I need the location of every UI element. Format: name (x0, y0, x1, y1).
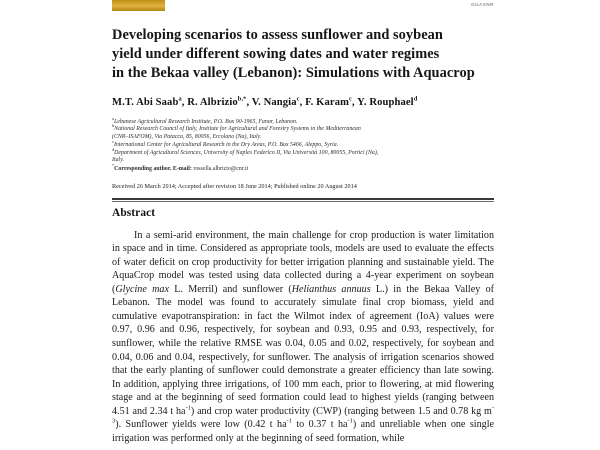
abstract-text-run: ) and unreliable when one single irrigation was performed only at the beginning of seed formation, while (112, 419, 495, 444)
masthead (112, 0, 494, 20)
abstract-text-run: ). Sunflower yields were low (0.42 t ha (115, 419, 287, 431)
abstract-divider (112, 198, 494, 202)
affiliation-text: International Center for Agricultural Research in the Dry Areas, P.O. Box 5466, Aleppo, Syria. (113, 141, 339, 148)
affiliation-marker: c (112, 138, 114, 144)
author-name: M.T. Abi Saab (112, 96, 179, 108)
author-affiliation-marker: b,* (237, 95, 247, 103)
author-separator: , (181, 96, 188, 108)
abstract-text-run: L.) in the Bekaa Valley of Lebanon. The model was found to accurately simulate final crop biomass, yield and cumulative evapotranspiration: in fact the Wilmot index of agreement (IoA) values were 0.97, 0.96 and 0.96, respectively, for soybean and 0.93, 0.95 and 0.93, respectively, for sunflower, while the relative RMSE was 0.04, 0.05 and 0.02, respectively, for soybean and 0.04, 0.06 and 0.04, respectively, for sunflower. The analysis of irrigation scenarios showed that the early planting of sunflower could demonstrate a greater efficiency than late sowing. In addition, applying three irrigations, of 100 mm each, prior to flowering, at mid flowering stage and at the beginning of seed formation could lead to highest yields (ranging between 4.51 and 2.34 t ha (112, 283, 494, 417)
corresponding-author-note (112, 162, 494, 174)
abstract-text-run: to 0.37 t ha (291, 419, 348, 431)
abstract-heading: Abstract (112, 207, 156, 220)
unit-exponent: -1 (185, 404, 191, 412)
affiliation-text: Department of Agricultural Sciences, University of Naples Federico II, Via Università 100, 80055, Portici (Na), (114, 149, 379, 156)
author-name: V. Nangia (251, 96, 297, 108)
author-entry (305, 97, 357, 108)
author-affiliation-marker: d (413, 95, 418, 103)
affiliation-list (112, 115, 494, 174)
page-title (112, 26, 494, 84)
affiliation-text: Lebanese Agricultural Research Institute, P.O. Box 90-1965, Fanar, Lebanon. (113, 118, 298, 125)
affiliation-text: (CNR–ISAFOM), Via Patacca, 85, 80056, Ercolano (Na), Italy. (112, 134, 262, 141)
author-name: F. Karam (305, 96, 350, 108)
affiliation-item (112, 123, 494, 134)
affiliation-item (112, 134, 494, 142)
title-line-1: Developing scenarios to assess sunflower and soybean (112, 27, 443, 43)
abstract-text-run: L. Merril) and sunflower ( (168, 283, 292, 295)
unit-exponent: -3 (112, 404, 494, 425)
title-line-2: yield under different sowing dates and water regimes (112, 46, 440, 63)
affiliation-marker: a (112, 115, 114, 121)
affiliation-item (112, 138, 494, 150)
affiliation-marker: b (112, 123, 115, 129)
journal-emblem-logo (112, 0, 165, 11)
author-entry (187, 97, 252, 108)
author-list (112, 96, 494, 110)
corresponding-marker: * (112, 162, 115, 168)
author-affiliation-marker: a (178, 95, 182, 103)
abstract-text-run: In a semi-arid environment, the main challenge for crop production is water limitation in space and in time. Considered as appropriate tools, models are used to evaluate the effects of water deficit on crop productivity for better irrigation planning and sustainable yield. The AquaCrop model was tested using data collected during a 4-year experiment on soybean ( (112, 229, 494, 295)
abstract-text-run: ) and crop water productivity (CWP) (ranging between 1.5 and 0.78 kg m (190, 405, 492, 417)
author-affiliation-marker: c (296, 95, 300, 103)
author-entry (112, 97, 187, 108)
affiliation-marker: d (112, 146, 115, 152)
society-acronym-logo: GUASNR (471, 2, 494, 7)
corresponding-label: Corresponding author. (114, 165, 172, 172)
affiliation-item (112, 157, 494, 165)
email-label: E-mail: (172, 165, 192, 172)
affiliation-text: National Research Council of Italy, Institute for Agricultural and Forestry Systems in the Mediterranean (114, 126, 361, 133)
author-separator: , (246, 96, 252, 108)
abstract-paragraph (112, 229, 494, 446)
title-line-3: in the Bekaa valley (Lebanon): Simulations with Aquacrop (112, 65, 475, 82)
author-name: R. Albrizio (187, 96, 238, 108)
author-separator: , (351, 96, 358, 108)
author-entry (252, 97, 305, 108)
affiliation-item (112, 146, 494, 158)
species-name: Helianthus annuus (291, 283, 371, 295)
species-name: Glycine max (115, 283, 169, 295)
page-content-column (112, 0, 494, 450)
unit-exponent: -1 (347, 417, 353, 425)
author-separator: , (299, 96, 306, 108)
author-entry (357, 97, 417, 108)
corresponding-email[interactable]: rossella.albrizio@cnr.it (193, 165, 249, 172)
author-name: Y. Rouphael (357, 96, 414, 108)
affiliation-text: Italy. (112, 157, 124, 164)
divider-rule-thin (112, 201, 494, 202)
publication-dates: Received 26 March 2014; Accepted after revision 18 June 2014; Published online 20 August 2014 (112, 183, 357, 191)
author-affiliation-marker: c (349, 95, 352, 103)
unit-exponent: -1 (286, 417, 292, 425)
